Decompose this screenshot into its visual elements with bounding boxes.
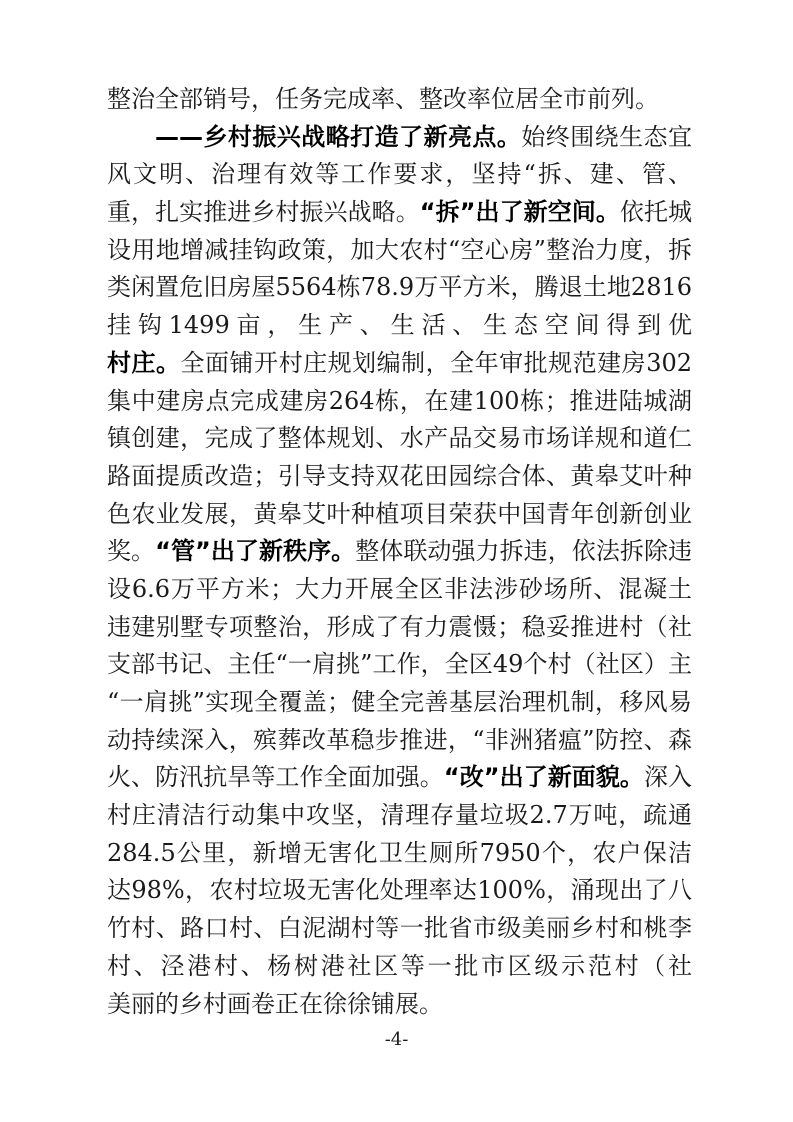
body-text-run: 整治全部销号，任务完成率、整改率位居全市前列。 [107,85,659,113]
text-line [107,383,692,421]
body-text-run: 奖。 [107,537,156,566]
body-text-run: 挂钩1499亩，生产、生活、生态空间得到优 [107,311,692,340]
text-line [107,646,692,684]
text-line [107,458,692,496]
text-line [107,307,692,345]
text-line [107,156,692,194]
body-text-run: 依托城 [619,198,692,227]
text-line [107,948,692,986]
text-line [107,533,692,571]
text-line [107,910,692,948]
text-line [107,722,692,760]
text-line [107,609,692,647]
text-line [107,684,692,722]
text-line [107,872,692,910]
text-line [107,571,692,609]
body-text-run: 火、防汛抗旱等工作全面加强。 [107,763,444,792]
text-line [107,420,692,458]
text-line [107,759,692,797]
text-line [107,835,692,873]
body-text-run: 竹村、路口村、白泥湖村等一批省市级美丽乡村和桃李 [107,914,692,943]
body-text-run: 始终围绕生态宜 [521,122,692,151]
bold-heading-text: “拆”出了新空间。 [419,198,620,227]
body-text-run: 色农业发展，黄皋艾叶种植项目荣获中国青年创新创业 [107,499,692,528]
text-line [107,345,692,383]
body-text-run: 违建别墅专项整治，形成了有力震慑；稳妥推进村（社 [107,612,692,641]
bold-heading-text: “改”出了新面貌。 [443,763,644,792]
page-number: -4- [384,1029,409,1050]
body-text-run: 类闲置危旧房屋5564栋78.9万平方米，腾退土地2816 [107,273,692,302]
text-line [107,194,692,232]
body-text-run: “一肩挑”实现全覆盖；健全完善基层治理机制，移风易 [107,688,692,716]
body-text-run: 整体联动强力拆违，依法拆除违 [355,537,692,566]
body-text-run: 设6.6万平方米；大力开展全区非法涉砂场所、混凝土 [107,574,692,603]
body-text-run: 路面提质改造；引导支持双花田园综合体、黄皋艾叶种 [107,461,692,490]
text-line [107,81,692,119]
body-text-run: 美丽的乡村画卷正在徐徐铺展。 [107,989,443,1018]
bold-heading-text: “管”出了新秩序。 [155,537,356,566]
body-text-run: 284.5公里，新增无害化卫生厕所7950个，农户保洁 [107,838,692,867]
body-text [107,81,692,1023]
text-line [107,496,692,534]
body-text-run: 镇创建，完成了整体规划、水产品交易市场详规和道仁 [107,424,692,453]
body-text-run: 风文明、治理有效等工作要求，坚持“拆、建、管、 [107,160,692,189]
body-text-run: 动持续深入，殡葬改革稳步推进，“非洲猪瘟”防控、森 [107,725,692,754]
body-text-run: 达98%，农村垃圾无害化处理率达100%，涌现出了八 [107,876,692,905]
bold-heading-text: 村庄。 [107,348,181,377]
body-text-run: 深入 [643,763,692,792]
text-line [107,232,692,270]
body-text-run: 重，扎实推进乡村振兴战略。 [107,198,420,227]
body-text-run: 集中建房点完成建房264栋，在建100栋；推进陆城湖 [107,386,692,415]
text-line [107,797,692,835]
text-line [107,986,692,1024]
body-text-run: 支部书记、主任“一肩挑”工作，全区49个村（社区）主 [107,650,692,679]
bold-heading-text: ——乡村振兴战略打造了新亮点。 [155,122,522,151]
body-text-run: 村、泾港村、杨树港社区等一批市区级示范村（社 [107,951,692,980]
text-line [107,269,692,307]
body-text-run: 村庄清洁行动集中攻坚，清理存量垃圾2.7万吨，疏通 [107,801,692,830]
body-text-run: 设用地增减挂钩政策，加大农村“空心房”整治力度，拆 [107,235,692,264]
text-line [107,119,692,157]
body-text-run: 全面铺开村庄规划编制，全年审批规范建房302 [180,348,692,377]
